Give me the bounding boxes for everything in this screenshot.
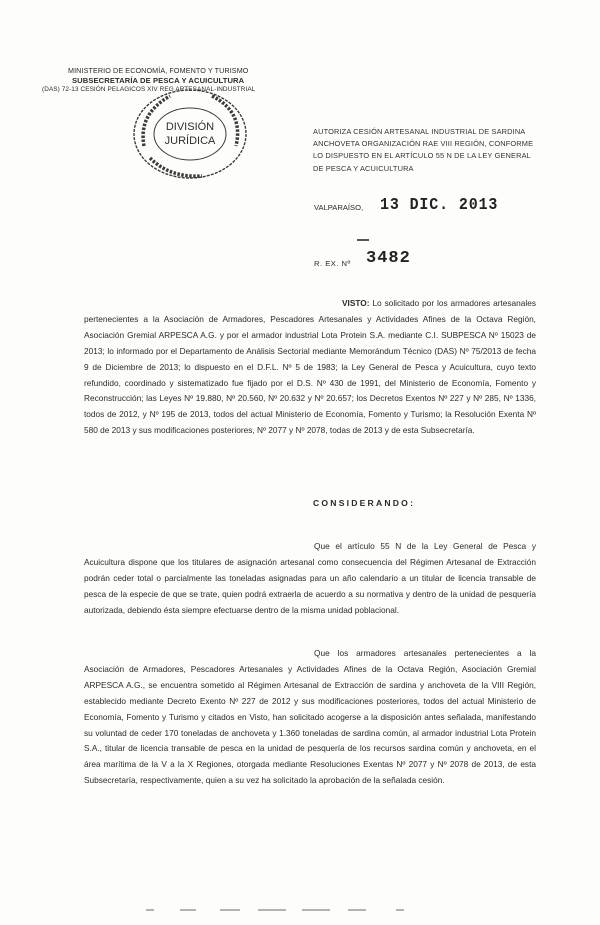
paragraph-text: Acuicultura dispone que los titulares de asignación artesanal como consecuencia del Régimen Artesanal de Extracción podrán ceder total o parcialmente las toneladas asignadas para un año calendario a un titular de licencia transable de pesca de la especie de que se trate, quien podrá extraerla de acuerdo a su normativa y dentro de la unidad de pesquería autorizada, debiendo ésta siempre efectuarse dentro de la misma unidad poblacional.	[84, 556, 536, 615]
division-juridica-stamp	[120, 84, 260, 184]
subject-line: AUTORIZA CESIÓN ARTESANAL INDUSTRIAL DE SARDINA	[313, 127, 526, 136]
subject-line: LO DISPUESTO EN EL ARTÍCULO 55 N DE LA LEY GENERAL	[313, 151, 531, 161]
paragraph-lead: Que los armadores artesanales pertenecientes a	[314, 648, 522, 658]
handwritten-tick	[357, 239, 369, 241]
issue-date-stamp: 13 DIC. 2013	[380, 196, 499, 215]
visto-paragraph	[84, 296, 536, 439]
subject-line: DE PESCA Y ACUICULTURA	[313, 163, 414, 173]
resolution-number: 3482	[366, 249, 411, 268]
considerando-heading: CONSIDERANDO:	[313, 498, 416, 508]
resolution-number-label: R. EX. Nº	[314, 259, 351, 268]
subsecretaria-name: SUBSECRETARÍA DE PESCA Y ACUICULTURA	[72, 75, 245, 85]
paragraph-text: la Asociación de Armadores, Pescadores Artesanales y Actividades Afines de la Octava Región, Asociación Gremial ARPESCA A.G., se encuentra sometido al Régimen Artesanal de Extracción de sardina y anchoveta de la VIII Región, establecido mediante Decreto Exento Nº 227 de 2012 y sus modificaciones posteriores, todos del actual Ministerio de Economía, Fomento y Turismo y citados en Visto, han solicitado acogerse a la disposición antes señalada, manifestando su voluntad de ceder 170 toneladas de anchoveta y 1.360 toneladas de sardina común, al armador industrial Lota Protein S.A., titular de licencia transable de pesca en la unidad de pesquería de los recursos sardina común y anchoveta, en el área marítima de la V a la X Regiones, otorgada mediante Resoluciones Exentas Nº 2077 y Nº 2078 de 2013, de esta Subsecretaría, respectivamente, quien a su vez ha solicitado la aprobación de la señalada cesión.	[84, 648, 536, 786]
resolution-subject	[313, 126, 563, 175]
subject-line: ANCHOVETA ORGANIZACIÓN RAE VIII REGIÓN, CONFORME	[313, 139, 534, 149]
considerando-paragraph-2	[84, 646, 536, 789]
internal-reference: (DAS) 72-13 CESIÓN PELAGICOS XIV REG ARTESANAL-INDUSTRIAL	[42, 86, 256, 93]
considerando-paragraph-1	[84, 539, 536, 619]
visto-text-lead: Lo solicitado por los armadores	[372, 298, 491, 308]
paragraph-lead: Que el artículo 55 N de la Ley General de Pesca y	[314, 541, 536, 551]
stamp-line-2: JURÍDICA	[164, 135, 216, 147]
stamp-line-1: DIVISIÓN	[165, 121, 215, 133]
place: VALPARAÍSO,	[314, 203, 364, 212]
ministry-name: MINISTERIO DE ECONOMÍA, FOMENTO Y TURISMO	[68, 66, 249, 75]
visto-label: VISTO:	[342, 298, 370, 308]
visto-text: artesanales pertenecientes a la Asociación de Armadores, Pescadores Artesanales y Actividades Afines de la Octava Región, Asociación Gremial ARPESCA A.G. y por el armador industrial Lota Protein S.A. mediante C.I. SUBPESCA Nº 15023 de 2013; lo informado por el Departamento de Análisis Sectorial mediante Memorándum Técnico (DAS) Nº 75/2013 de fecha 9 de Diciembre de 2013; lo dispuesto en el D.F.L. Nº 5 de 1983; la Ley General de Pesca y Acuicultura, cuyo texto refundido, coordinado y sistematizado fue fijado por el D.S. Nº 430 de 1991, del Ministerio de Economía, Fomento y Reconstrucción; las Leyes Nº 19.880, Nº 20.560, Nº 20.632 y Nº 20.657; los Decretos Exentos Nº 227 y Nº 285, Nº 1336, todos de 2012, y Nº 195 de 2013, todos del actual Ministerio de Economía, Fomento y Turismo; la Resolución Exenta Nº 580 de 2013 y sus modificaciones posteriores, Nº 2077 y Nº 2078, todas de 2013 y de esta Subsecretaría.	[84, 298, 536, 436]
footer-marks	[140, 907, 420, 913]
